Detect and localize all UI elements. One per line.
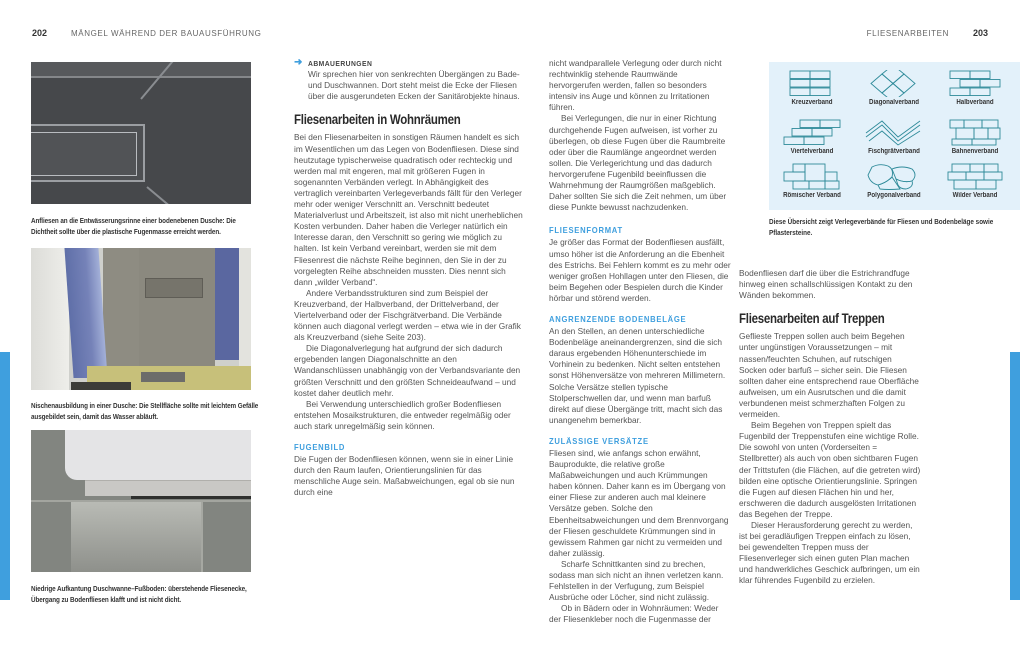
paragraph: Bei den Fliesenarbeiten in sonstigen Räumen handelt es sich im Wesentlichen um das Legen von Bodenfliesen. Diese sind heutzutage typischerweise quadratisch oder rechteckig und werden mal mit engeren, mal mit größeren Fugen in sogenannten Verbänden verlegt. In Abhängigkeit des vertraglich vereinbarten Verlegeverbands fällt für den Verleger mehr oder weniger Verschnitt an. Verschnitt bedeutet Materialverlust und Arbeitszeit, ist also mit nicht unerheblichen Kosten verbunden. Daher haben die Verleger natürlich ein Interesse daran, den Verschnitt so gering wie möglich zu halten. Ist kein Verband vereinbart, werden sie mit dem Fliesenrest die nächste Reihe beginnen, den Sie in der zu vorgelegten Reihe abschneiden mussten. Dies nennt sich dann „wilder Verband“. bbox=[294, 132, 523, 287]
fischgraetverband-pattern-icon bbox=[864, 119, 924, 146]
pattern-label: Römischer Verband bbox=[783, 192, 841, 199]
text-column-3 bbox=[549, 58, 731, 626]
section-heading: Fliesenarbeiten in Wohnräumen bbox=[294, 112, 461, 128]
paragraph: Die Diagonalverlegung hat aufgrund der sich dadurch ergebenden langen Diagonalschnitte an den Wandanschlüssen unabhängig von der Verbandsvariante den größten Verschnitt und den größten Schneideaufwand – und kostet daher deutlich mehr. bbox=[294, 343, 521, 398]
paragraph: Andere Verbandsstrukturen sind zum Beispiel der Kreuzverband, der Halbverband, der Drittelverband, der Viertelverband oder der Fischgrätverband. Die Verbände können auch diagonal verlegt werden – etwa wie in der Grafik als Kreuzverband (siehe Seite 203). bbox=[294, 287, 521, 343]
paragraph: Geflieste Treppen sollen auch beim Begehen unter ungünstigen Voraussetzungen – mit nassen/feuchten Schuhen, auf rutschigen Socken oder barfuß – sicher sein. Die Fliesen sollten daher eine entsprechend raue Oberfläche aufweisen, um ein Ausrutschen und die damit verbundenen meist schmerzhaften Folgen zu vermeiden. bbox=[739, 331, 919, 420]
pattern-bahnenverband bbox=[935, 119, 1015, 155]
roemischer-verband-pattern-icon bbox=[783, 163, 841, 190]
diagonalverband-pattern-icon bbox=[869, 70, 919, 97]
pattern-label: Fischgrätverband bbox=[868, 148, 920, 155]
pattern-roemischer-verband bbox=[772, 163, 852, 199]
pattern-label: Diagonalverband bbox=[869, 99, 919, 106]
pattern-kreuzverband bbox=[772, 70, 852, 106]
pattern-polygonalverband bbox=[854, 163, 934, 199]
photo-caption: Anfliesen an die Entwässerungsrinne einer bodenebenen Dusche: Die Dichtheit sollte über die plastische Fugenmasse erreicht werden. bbox=[31, 216, 236, 236]
photo-shower-tray-edge bbox=[31, 430, 251, 572]
text-column-4 bbox=[739, 268, 921, 587]
pattern-halbverband bbox=[935, 70, 1015, 106]
page-number-right: 203 bbox=[972, 28, 988, 38]
photo-caption: Nischenausbildung in einer Dusche: Die Stellfläche sollte mit leichtem Gefälle ausgebildet sein, damit das Wasser abläuft. bbox=[31, 401, 259, 421]
paragraph: Ob in Bädern oder in Wohnräumen: Weder der Fliesenkleber noch die Fugenmasse der bbox=[549, 603, 719, 625]
paragraph: Bodenfliesen darf die über die Estrichrandfuge hinweg einen schallschlüssigen Kontakt zu den Wänden bekommen. bbox=[739, 268, 913, 301]
paragraph: Bei Verwendung unterschiedlich großer Bodenfliesen entstehen Mosaikstrukturen, die entweder regelmäßig oder auch stark unregelmäßig sein können. bbox=[294, 398, 511, 431]
pattern-label: Viertelverband bbox=[790, 148, 834, 155]
paragraph: Je größer das Format der Bodenfliesen ausfällt, umso höher ist die Anforderung an die Ebenheit des Estrichs. Bei Fehlern kommt es zu mehr oder weniger großen Hohllagen unter den Fliesen, die beim Begehen oder Bespielen durch die Kinder hörbar und störend werden. bbox=[549, 237, 731, 303]
paragraph: Beim Begehen von Treppen spielt das Fugenbild der Treppenstufen eine wichtige Rolle. Die sowohl von unten (Vorderseiten = Stellbretter) als auch von oben sichtbaren Fugen der Trittstufen (die Flächen, auf die getreten wird) bilden eine optische Orientierungslinie. Springen die Fugen auf diesen Flächen hin und her, erschweren die dadurch ausgelösten Irritationen das Begehen der Treppe. bbox=[739, 420, 921, 519]
paragraph: An den Stellen, an denen unterschiedliche Bodenbeläge aneinandergrenzen, sind die sich daraus ergebenden Höhenunterschiede im Vorhinein zu bedenken. Nicht selten entstehen sonst Höhenversätze von mehreren Millimetern. Solche Versätze stellen typische Stolperschwellen dar, und wenn man barfuß direkt auf diese Übergänge tritt, macht sich das unangenehm bemerkbar. bbox=[549, 326, 726, 425]
subheading: ZULÄSSIGE VERSÄTZE bbox=[549, 435, 649, 446]
paragraph: Bei Verlegungen, die nur in einer Richtung durchgehende Fugen aufweisen, ist vorher zu überlegen, ob diese Fugen über die Raumbreite oder über die Raumlänge angeordnet werden sollen. Die Verlegerichtung und das dadurch hervorgerufene Fugenbild beeinflussen die Wahrnehmung der Raumgrößen maßgeblich. Daher sollten Sie sich die Zeit nehmen, um über diese Punkte bewusst nachzudenken. bbox=[549, 113, 727, 213]
pattern-viertelverband bbox=[772, 119, 852, 155]
bahnenverband-pattern-icon bbox=[949, 119, 1001, 146]
kreuzverband-pattern-icon bbox=[789, 70, 835, 97]
callout-text: Wir sprechen hier von senkrechten Übergängen zu Bade- und Duschwannen. Dort steht meist die Ecke der Fliesen über die ausgerundeten Ecken der Sanitärobjekte hinaus. bbox=[308, 69, 520, 102]
pattern-label: Bahnenverband bbox=[951, 148, 999, 155]
paragraph: Fliesen sind, wie anfangs schon erwähnt, Bauprodukte, die relative große Maßabweichungen und auch Krümmungen haben können. Daher kann es im Übergang von einer Fliese zur anderen auch mal kleinere Versätze geben. Solche den Ebenheitsabweichungen und dem Brennvorgang der Fliesen geschuldete Krümmungen sind in gewissem Rahmen gar nicht zu vermeiden und daher zulässig. bbox=[549, 448, 729, 558]
running-title-left: MÄNGEL WÄHREND DER BAUAUSFÜHRUNG bbox=[71, 29, 262, 38]
pattern-label: Kreuzverband bbox=[791, 99, 833, 106]
viertelverband-pattern-icon bbox=[783, 119, 841, 146]
halbverband-pattern-icon bbox=[949, 70, 1001, 97]
paragraph: Die Fugen der Bodenfliesen können, wenn sie in einer Linie durch den Raum laufen, Orientierungslinien für das menschliche Auge sein. Maßabweichungen, egal ob sie nun durch eine bbox=[294, 454, 515, 498]
page-number-left: 202 bbox=[32, 28, 48, 38]
section-heading: Fliesenarbeiten auf Treppen bbox=[739, 311, 885, 327]
subheading: FLIESENFORMAT bbox=[549, 225, 623, 236]
running-head-right bbox=[867, 28, 988, 38]
subheading: FUGENBILD bbox=[294, 442, 346, 452]
paragraph: Dieser Herausforderung gerecht zu werden, ist bei geradläufigen Treppen einfach zu lösen, bei gewendelten Treppen muss der Fliesenverleger sich einen guten Plan machen und handwerkliches Geschick aufbringen, um ein klar führendes Fugenbild zu erzielen. bbox=[739, 519, 920, 586]
pattern-diagonalverband bbox=[854, 70, 934, 106]
text-column-2 bbox=[294, 58, 526, 498]
photo-shower-niche bbox=[31, 248, 251, 390]
pattern-label: Halbverband bbox=[956, 99, 994, 106]
polygonalverband-pattern-icon bbox=[866, 163, 922, 190]
chapter-tab-marker-right bbox=[1010, 352, 1020, 600]
running-title-right: FLIESENARBEITEN bbox=[866, 29, 949, 38]
photo-shower-drain bbox=[31, 62, 251, 204]
paragraph: Scharfe Schnittkanten sind zu brechen, sodass man sich nicht an ihnen verletzen kann. Fehlstellen in der Verfugung, zum Beispiel Ausbrüche oder Löcher, sind nicht zulässig. bbox=[549, 558, 724, 603]
diagram-caption: Diese Übersicht zeigt Verlegeverbände für Fliesen und Bodenbeläge sowie Pflastersteine. bbox=[769, 217, 994, 237]
paragraph: nicht wandparallele Verlegung oder durch nicht rechtwinklig stehende Raumwände hervorgerufen werden, fallen so besonders intensiv ins Auge und können zu Irritationen führen. bbox=[549, 58, 722, 113]
photo-caption: Niedrige Aufkantung Duschwanne–Fußboden: überstehende Fliesenecke, Übergang zu Bodenfliesen klafft und ist nicht dicht. bbox=[31, 584, 247, 604]
tile-pattern-diagram bbox=[769, 62, 1020, 210]
pattern-label: Polygonalverband bbox=[867, 192, 921, 199]
pattern-wilder-verband bbox=[935, 163, 1015, 199]
chapter-tab-marker-left bbox=[0, 352, 10, 600]
running-head-left bbox=[32, 28, 262, 38]
callout-abmauerungen bbox=[294, 58, 526, 102]
pattern-label: Wilder Verband bbox=[952, 192, 998, 199]
pattern-fischgraetverband bbox=[854, 119, 934, 155]
arrow-right-icon: ➜ bbox=[294, 57, 303, 68]
wilder-verband-pattern-icon bbox=[947, 163, 1003, 190]
subheading: ANGRENZENDE BODENBELÄGE bbox=[549, 313, 687, 324]
callout-keyword: ABMAUERUNGEN bbox=[308, 59, 373, 68]
